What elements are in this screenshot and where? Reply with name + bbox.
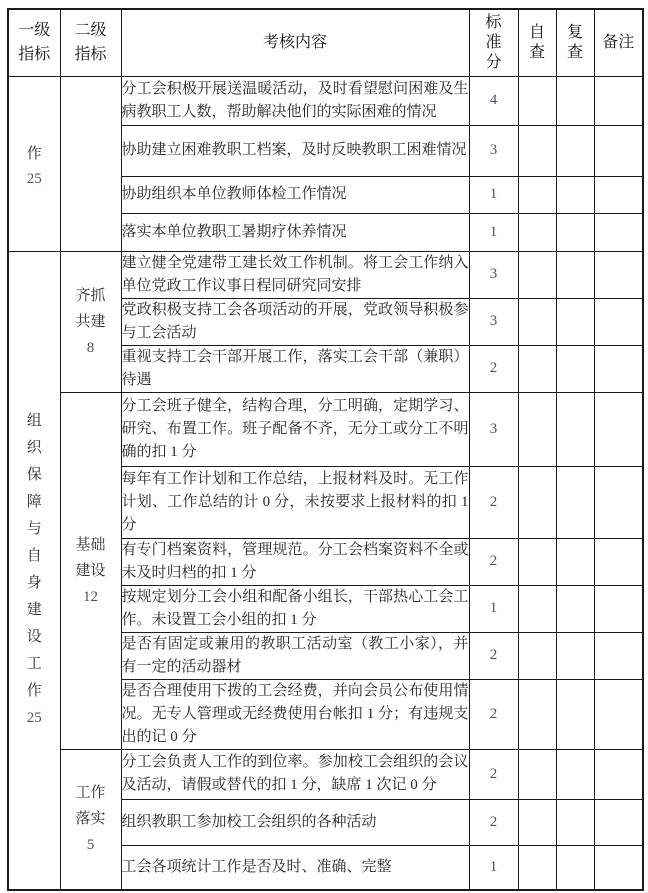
recheck-cell bbox=[556, 749, 594, 799]
score-cell: 2 bbox=[469, 466, 518, 538]
recheck-cell bbox=[556, 585, 594, 632]
recheck-cell bbox=[556, 538, 594, 585]
remarks-cell bbox=[594, 176, 643, 213]
content-cell: 有专门档案资料，管理规范。分工会档案资料不全或未及时归档的扣 1 分 bbox=[121, 538, 469, 585]
content-cell: 党政积极支持工会各项活动的开展，党政领导积极参与工会活动 bbox=[121, 298, 469, 345]
content-cell: 建立健全党建带工建长效工作机制。将工会工作纳入单位党政工作议事日程同研究同安排 bbox=[121, 251, 469, 298]
remarks-cell bbox=[594, 125, 643, 176]
score-cell: 2 bbox=[469, 345, 518, 392]
content-cell: 工会各项统计工作是否及时、准确、完整 bbox=[121, 845, 469, 890]
self-check-cell bbox=[518, 298, 556, 345]
table-row bbox=[8, 392, 643, 466]
remarks-cell bbox=[594, 298, 643, 345]
self-check-cell bbox=[518, 845, 556, 890]
self-check-cell bbox=[518, 799, 556, 845]
remarks-cell bbox=[594, 538, 643, 585]
self-check-cell bbox=[518, 251, 556, 298]
remarks-cell bbox=[594, 466, 643, 538]
remarks-cell bbox=[594, 845, 643, 890]
remarks-cell bbox=[594, 799, 643, 845]
level1-label: 作 bbox=[26, 146, 42, 162]
level2-indicator-cell bbox=[60, 251, 121, 392]
level2-indicator-cell bbox=[60, 749, 121, 890]
header-level2: 二级指标 bbox=[60, 9, 121, 76]
content-cell: 是否有固定或兼用的教职工活动室（教工小家），并有一定的活动器材 bbox=[121, 632, 469, 679]
header-content: 考核内容 bbox=[121, 9, 469, 76]
level1-indicator-cell bbox=[8, 76, 60, 251]
table-row bbox=[8, 749, 643, 799]
header-self-check: 自查 bbox=[518, 9, 556, 76]
self-check-cell bbox=[518, 538, 556, 585]
recheck-cell bbox=[556, 392, 594, 466]
score-cell: 1 bbox=[469, 176, 518, 213]
content-cell: 分工会负责人工作的到位率。参加校工会组织的会议及活动，请假或替代的扣 1 分，缺席 1 次记 0 分 bbox=[121, 749, 469, 799]
level1-label: 组织保障与自身建设工作 bbox=[26, 413, 42, 700]
self-check-cell bbox=[518, 125, 556, 176]
self-check-cell bbox=[518, 392, 556, 466]
header-recheck: 复查 bbox=[556, 9, 594, 76]
remarks-cell bbox=[594, 749, 643, 799]
score-cell: 4 bbox=[469, 76, 518, 125]
recheck-cell bbox=[556, 213, 594, 251]
remarks-cell bbox=[594, 632, 643, 679]
level2-score: 8 bbox=[86, 339, 95, 356]
remarks-cell bbox=[594, 585, 643, 632]
remarks-cell bbox=[594, 76, 643, 125]
level1-indicator-cell bbox=[8, 251, 60, 890]
recheck-cell bbox=[556, 251, 594, 298]
recheck-cell bbox=[556, 298, 594, 345]
content-cell: 按规定划分工会小组和配备小组长，干部热心工会工作。未设置工会小组的扣 1 分 bbox=[121, 585, 469, 632]
content-cell: 每年有工作计划和工作总结，上报材料及时。无工作计划、工作总结的计 0 分，未按要求上报材料的扣 1 分 bbox=[121, 466, 469, 538]
content-cell: 组织教职工参加校工会组织的各种活动 bbox=[121, 799, 469, 845]
content-cell: 协助组织本单位教师体检工作情况 bbox=[121, 176, 469, 213]
recheck-cell bbox=[556, 845, 594, 890]
recheck-cell bbox=[556, 679, 594, 749]
self-check-cell bbox=[518, 213, 556, 251]
recheck-cell bbox=[556, 632, 594, 679]
content-cell: 协助建立困难教职工档案，及时反映教职工困难情况 bbox=[121, 125, 469, 176]
level2-score: 12 bbox=[83, 588, 98, 605]
score-cell: 3 bbox=[469, 392, 518, 466]
remarks-cell bbox=[594, 213, 643, 251]
level2-label: 工作落实 bbox=[75, 785, 106, 828]
self-check-cell bbox=[518, 466, 556, 538]
table-row bbox=[8, 251, 643, 298]
remarks-cell bbox=[594, 251, 643, 298]
score-cell: 2 bbox=[469, 679, 518, 749]
recheck-cell bbox=[556, 345, 594, 392]
content-cell: 分工会积极开展送温暖活动，及时看望慰问困难及生病教职工人数，帮助解决他们的实际困难的情况 bbox=[121, 76, 469, 125]
score-cell: 2 bbox=[469, 799, 518, 845]
level1-score: 25 bbox=[26, 710, 42, 727]
header-level1: 一级指标 bbox=[8, 9, 60, 76]
level1-score: 25 bbox=[26, 171, 42, 187]
self-check-cell bbox=[518, 345, 556, 392]
level2-score: 5 bbox=[86, 837, 95, 854]
level2-label: 齐抓共建 bbox=[75, 287, 106, 330]
table-row bbox=[8, 76, 643, 125]
self-check-cell bbox=[518, 585, 556, 632]
self-check-cell bbox=[518, 749, 556, 799]
self-check-cell bbox=[518, 679, 556, 749]
score-cell: 3 bbox=[469, 251, 518, 298]
recheck-cell bbox=[556, 176, 594, 213]
score-cell: 2 bbox=[469, 538, 518, 585]
recheck-cell bbox=[556, 466, 594, 538]
recheck-cell bbox=[556, 125, 594, 176]
self-check-cell bbox=[518, 76, 556, 125]
level2-indicator-cell-empty bbox=[60, 76, 121, 251]
score-cell: 1 bbox=[469, 585, 518, 632]
header-remarks: 备注 bbox=[594, 9, 643, 76]
remarks-cell bbox=[594, 392, 643, 466]
score-cell: 2 bbox=[469, 749, 518, 799]
content-cell: 落实本单位教职工暑期疗休养情况 bbox=[121, 213, 469, 251]
level2-label: 基础建设 bbox=[75, 536, 106, 579]
recheck-cell bbox=[556, 799, 594, 845]
score-cell: 3 bbox=[469, 298, 518, 345]
self-check-cell bbox=[518, 176, 556, 213]
remarks-cell bbox=[594, 345, 643, 392]
level2-indicator-cell bbox=[60, 392, 121, 749]
remarks-cell bbox=[594, 679, 643, 749]
content-cell: 分工会班子健全，结构合理，分工明确，定期学习、研究、布置工作。班子配备不齐，无分工或分工不明确的扣 1 分 bbox=[121, 392, 469, 466]
score-cell: 3 bbox=[469, 125, 518, 176]
header-row bbox=[8, 9, 643, 76]
score-cell: 2 bbox=[469, 632, 518, 679]
header-score: 标准分 bbox=[469, 9, 518, 76]
content-cell: 是否合理使用下拨的工会经费，并向会员公布使用情况。无专人管理或无经费使用台帐扣 1 分；有违规支出的记 0 分 bbox=[121, 679, 469, 749]
content-cell: 重视支持工会干部开展工作，落实工会干部（兼职）待遇 bbox=[121, 345, 469, 392]
score-cell: 1 bbox=[469, 213, 518, 251]
recheck-cell bbox=[556, 76, 594, 125]
self-check-cell bbox=[518, 632, 556, 679]
assessment-table bbox=[7, 8, 644, 891]
score-cell: 1 bbox=[469, 845, 518, 890]
